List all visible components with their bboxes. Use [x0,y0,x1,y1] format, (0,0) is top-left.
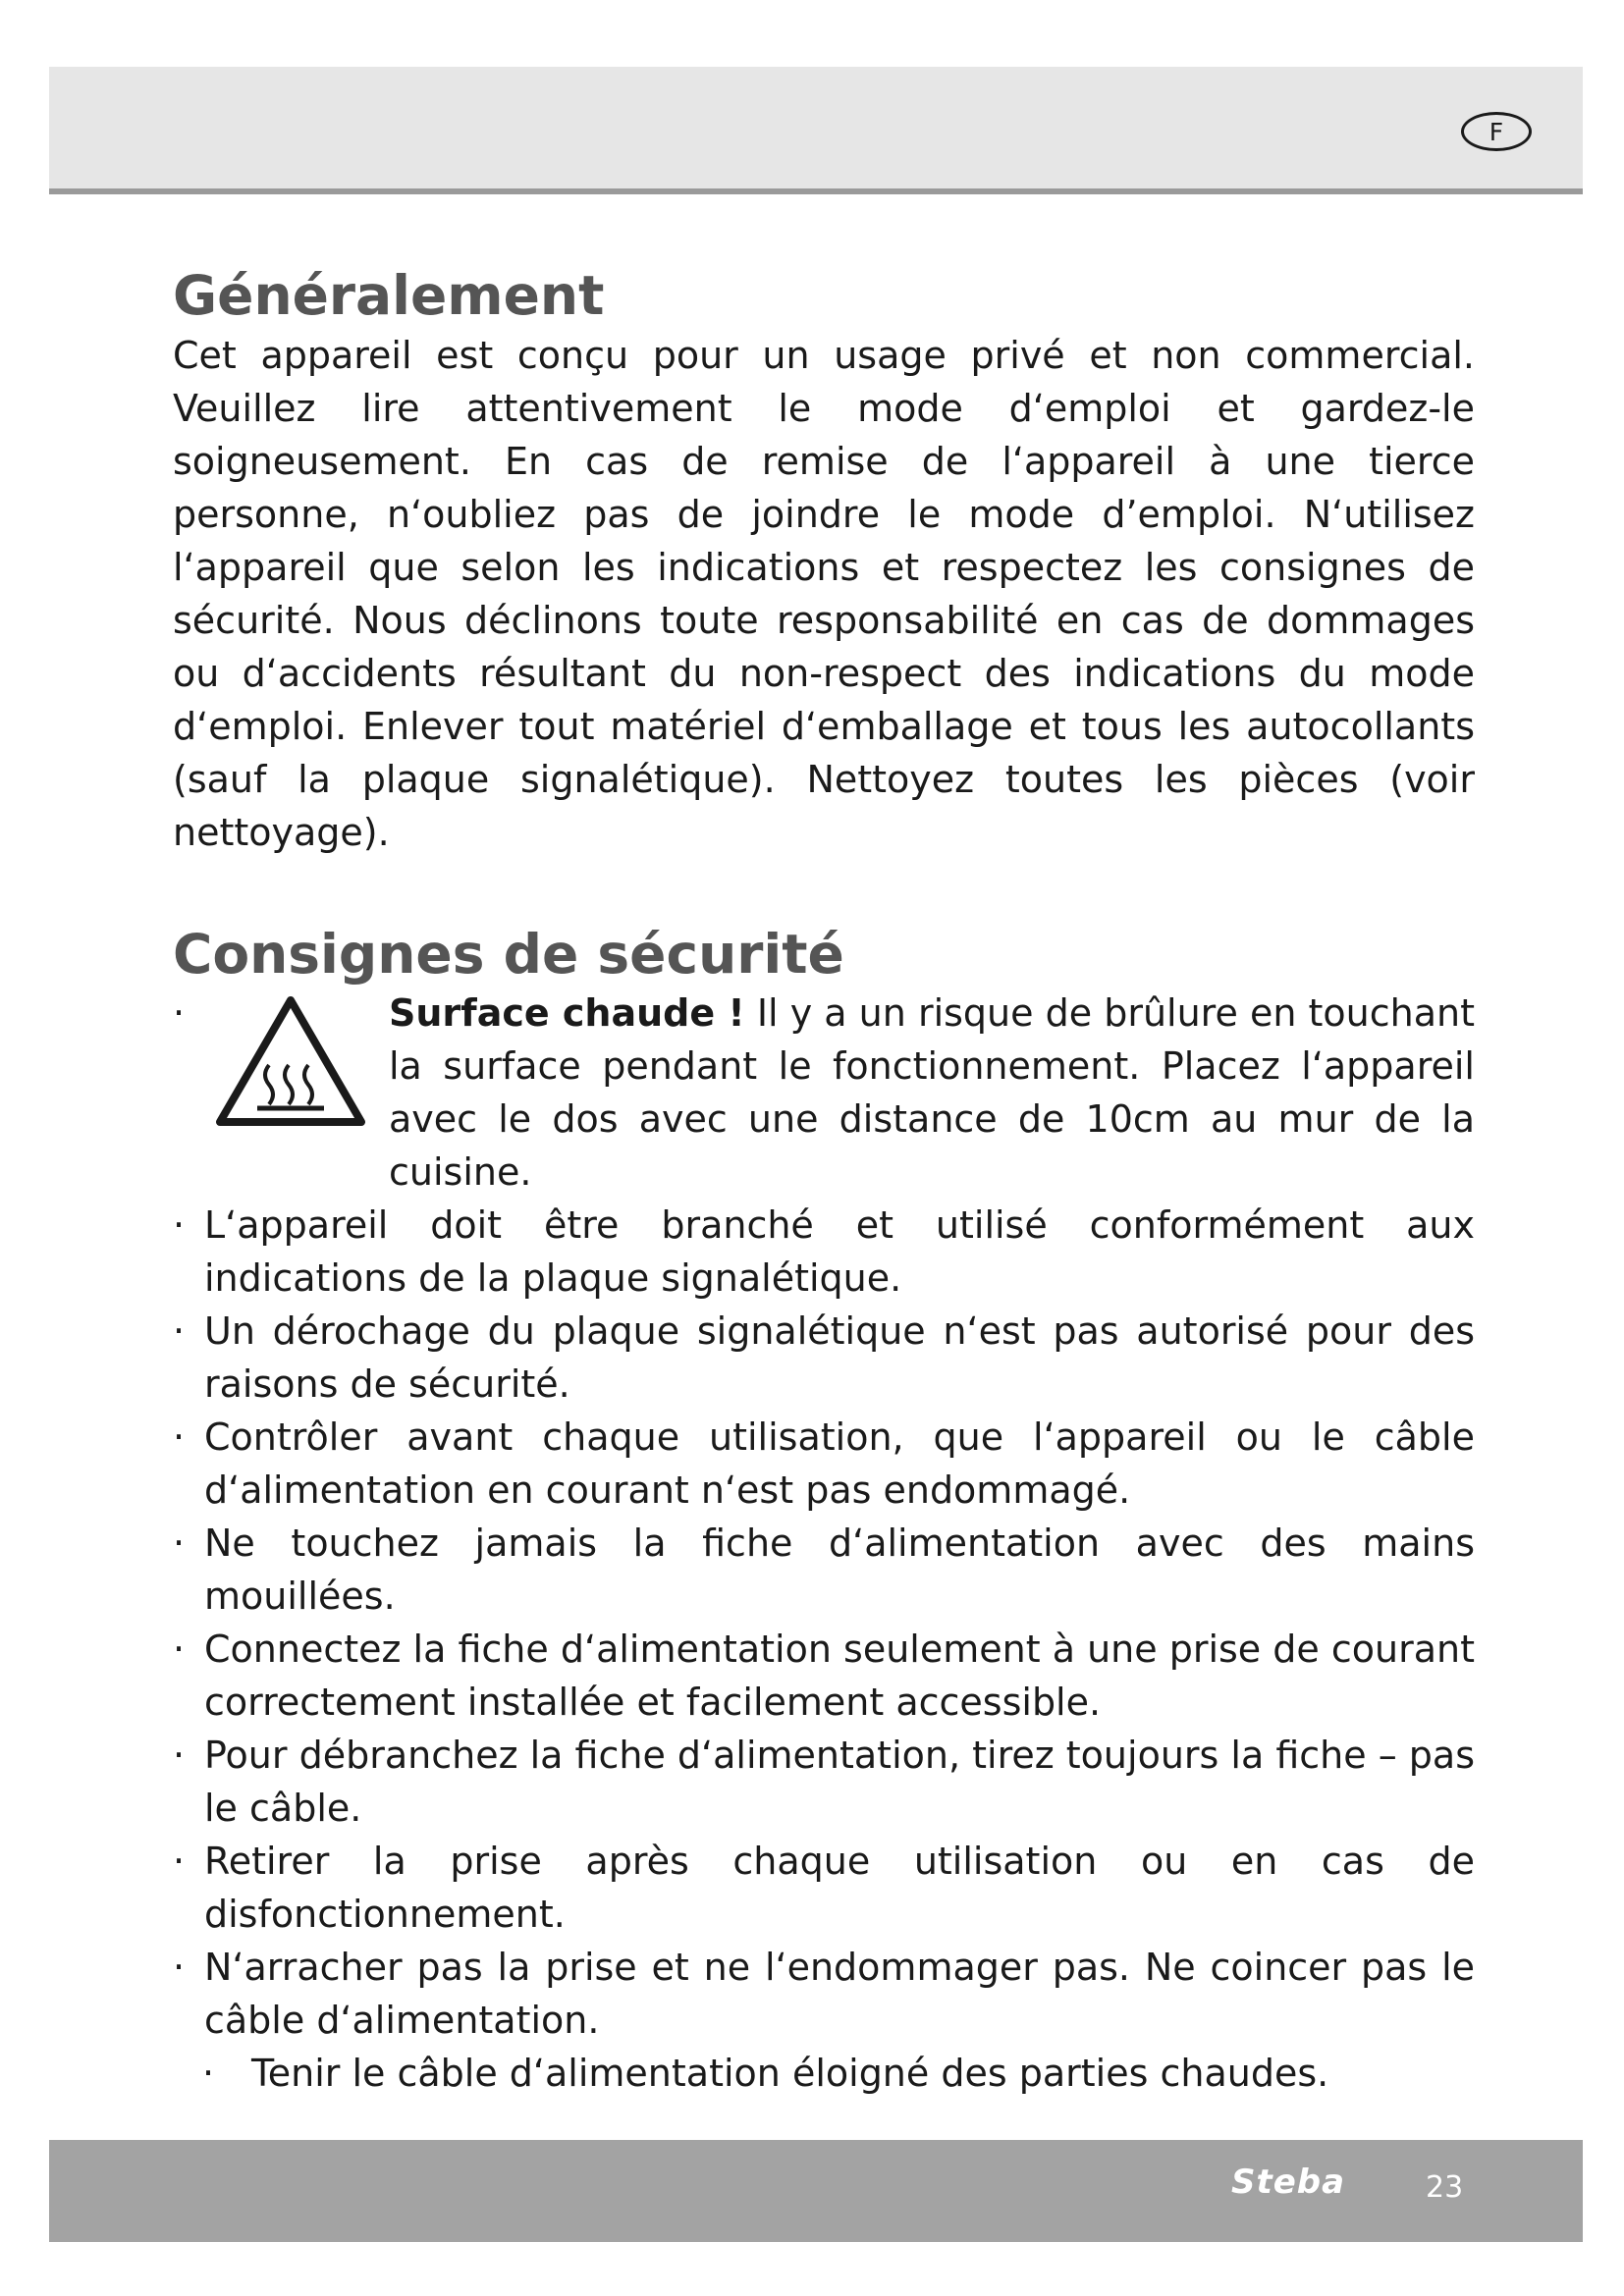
safety-item-text: Connectez la fiche d‘alimentation seulement à une prise de courant correctement installée et facilement accessible. [204,1627,1475,1724]
bullet: · [173,1839,186,1883]
safety-item [173,1199,1475,1305]
safety-item-text: Pour débranchez la fiche d‘alimentation, tirez toujours la fiche – pas le câble. [204,1733,1475,1830]
hot-surface-label: Surface chaude ! [389,990,745,1035]
safety-item [173,1305,1475,1411]
bullet: · [173,1521,186,1565]
bullet: · [173,1627,186,1671]
general-paragraph: Cet appareil est conçu pour un usage privé et non commercial. Veuillez lire attentivement le mode d‘emploi et gardez-le soigneusement. En cas de remise de l‘appareil à une tierce personne, n‘oubliez pas de joindre le mode d’emploi. N‘utilisez l‘appareil que selon les indications et respectez les consignes de sécurité. Nous déclinons toute responsabilité en cas de dommages ou d‘accidents résultant du non-respect des indications du mode d‘emploi. Enlever tout matériel d‘emballage et tous les autocollants (sauf la plaque signalétique). Nettoyez toutes les pièces (voir nettoyage). [173,334,1475,855]
safety-item-text: Contrôler avant chaque utilisation, que l‘appareil ou le câble d‘alimentation en courant n‘est pas endommagé. [204,1415,1475,1512]
bullet: · [173,1202,186,1247]
safety-item-text: Ne touchez jamais la fiche d‘alimentation avec des mains mouillées. [204,1521,1475,1618]
hot-surface-warning-icon [204,992,381,1159]
section-title-safety: Consignes de sécurité [173,923,844,987]
safety-item [173,1835,1475,1941]
page-number: 23 [1426,2170,1464,2205]
section-general [173,265,1475,859]
brand-logo: Steba [1231,2163,1346,2202]
bullet: · [173,1308,186,1353]
safety-item-hot-surface [173,987,1475,1199]
bullet: · [173,1945,186,1989]
safety-item [173,1941,1475,2047]
bullet: · [202,2051,215,2095]
hot-surface-text: Il y a un risque de brûlure en touchant la surface pendant le fonctionnement. Placez l‘appareil avec le dos avec une distance de 10cm au mur de la cuisine. [389,990,1475,1194]
bullet: · [173,1415,186,1459]
safety-item [173,1729,1475,1835]
safety-item-text: L‘appareil doit être branché et utilisé conformément aux indications de la plaque signalétique. [204,1202,1475,1300]
safety-item-text: Tenir le câble d‘alimentation éloigné des parties chaudes. [251,2051,1329,2095]
header-bar [49,67,1583,194]
page-content [173,265,1475,2100]
footer-bar [49,2140,1583,2242]
language-badge: F [1461,112,1532,151]
safety-item [173,2047,1475,2100]
bullet: · [173,990,186,1035]
section-safety [173,924,1475,2099]
section-title-general: Généralement [173,264,605,327]
bullet: · [173,1733,186,1777]
safety-item [173,1623,1475,1729]
safety-item-text: Retirer la prise après chaque utilisation ou en cas de disfonctionnement. [204,1839,1475,1936]
safety-list [173,987,1475,2100]
safety-item [173,1411,1475,1517]
safety-item-text: Un dérochage du plaque signalétique n‘est pas autorisé pour des raisons de sécurité. [204,1308,1475,1406]
safety-item [173,1517,1475,1623]
safety-item-text: N‘arracher pas la prise et ne l‘endommager pas. Ne coincer pas le câble d‘alimentation. [204,1945,1475,2042]
